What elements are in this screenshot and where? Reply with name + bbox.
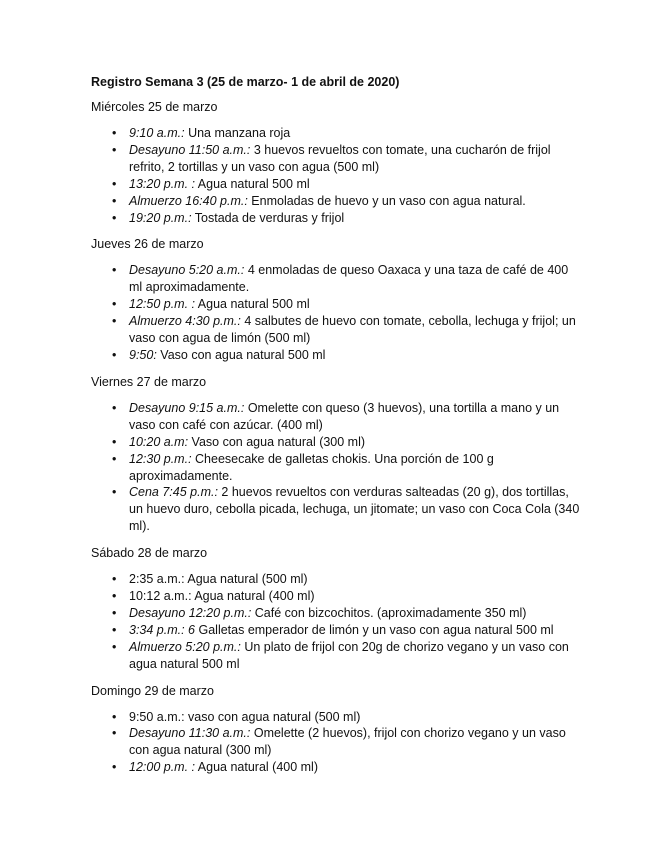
bullet-icon: • [112,709,117,724]
list-item [91,605,581,622]
bullet-icon: • [112,760,117,775]
list-item [91,451,581,485]
day-heading: Sábado 28 de marzo [91,546,208,561]
list-item [91,210,581,227]
list-item [91,193,581,210]
day-heading: Domingo 29 de marzo [91,683,214,698]
list-item [91,709,581,726]
list-item [91,313,581,347]
entry-text: Cheesecake de galletas chokis. Una porción de 100 g aproximadamente. [129,451,494,483]
list-item [91,571,581,588]
entry-label: Desayuno 11:50 a.m.: [129,142,251,157]
entry-text: 4 enmoladas de queso Oaxaca y una taza de café de 400 ml aproximadamente. [129,263,569,295]
entry-label: Almuerzo 16:40 p.m.: [129,193,248,208]
bullet-icon: • [112,605,117,620]
entry-text: Tostada de verduras y frijol [191,210,345,225]
list-item [91,622,581,639]
list-item [91,588,581,605]
entry-list [91,125,581,226]
bullet-icon: • [112,639,117,654]
entry-text: Vaso con agua natural (300 ml) [188,434,366,449]
list-item [91,262,581,296]
entry-text: Omelette con queso (3 huevos), una tortilla a mano y un vaso con café con azúcar. (400 ml) [129,400,560,432]
bullet-icon: • [112,622,117,637]
entry-text: 9:50 a.m.: vaso con agua natural (500 ml) [129,709,361,724]
bullet-icon: • [112,263,117,278]
entry-list [91,709,581,777]
entry-label: 9:50: [129,347,157,362]
entry-label: 12:30 p.m.: [129,451,192,466]
entry-text: Agua natural 500 ml [195,176,310,191]
entry-text: Vaso con agua natural 500 ml [156,347,326,362]
bullet-icon: • [112,142,117,157]
entry-text: Agua natural 500 ml [195,297,310,312]
entry-label: 3:34 p.m.: 6 [129,622,196,637]
entry-text: Una manzana roja [184,126,291,140]
entry-list [91,400,581,535]
entry-label: Almuerzo 5:20 p.m.: [129,639,241,654]
entry-text: 3 huevos revueltos con tomate, una cucharón de frijol refrito, 2 tortillas y un vaso con agua (500 ml) [129,142,551,174]
entry-list [91,262,581,363]
bullet-icon: • [112,347,117,362]
entry-list [91,571,581,672]
entry-label: 9:10 a.m.: [129,126,185,140]
entry-text: 2 huevos revueltos con verduras salteadas (20 g), dos tortillas, un huevo duro, cebolla picada, lechuga, un jitomate; un vaso con Coca Cola (340 ml). [129,485,580,534]
list-item [91,434,581,451]
entry-label: Desayuno 5:20 a.m.: [129,263,245,278]
entry-text: Agua natural (400 ml) [195,760,319,775]
entry-label: 12:50 p.m. : [129,297,196,312]
entry-text: 2:35 a.m.: Agua natural (500 ml) [129,572,308,587]
entry-text: Enmoladas de huevo y un vaso con agua natural. [247,193,526,208]
day-heading: Viernes 27 de marzo [91,374,207,389]
entry-label: Desayuno 12:20 p.m.: [129,605,252,620]
entry-label: Almuerzo 4:30 p.m.: [129,314,241,329]
list-item [91,725,581,759]
entry-label: 13:20 p.m. : [129,176,196,191]
entry-text: Café con bizcochitos. (aproximadamente 350 ml) [251,605,527,620]
bullet-icon: • [112,126,117,140]
bullet-icon: • [112,176,117,191]
entry-text: Galletas emperador de limón y un vaso con agua natural 500 ml [195,622,554,637]
bullet-icon: • [112,314,117,329]
list-item [91,142,581,176]
bullet-icon: • [112,193,117,208]
bullet-icon: • [112,451,117,466]
list-item [91,176,581,193]
bullet-icon: • [112,726,117,741]
entry-text: 4 salbutes de huevo con tomate, cebolla, lechuga y frijol; un vaso con agua de limón (500 ml) [129,314,576,346]
entry-label: 12:00 p.m. : [129,760,196,775]
entry-text: 10:12 a.m.: Agua natural (400 ml) [129,589,315,604]
document-title: Registro Semana 3 (25 de marzo- 1 de abril de 2020) [91,75,400,89]
entry-label: 19:20 p.m.: [129,210,192,225]
bullet-icon: • [112,400,117,415]
bullet-icon: • [112,434,117,449]
day-heading: Miércoles 25 de marzo [91,100,218,114]
list-item [91,759,581,776]
entry-label: Desayuno 9:15 a.m.: [129,400,245,415]
list-item [91,125,581,142]
entry-text: Omelette (2 huevos), frijol con chorizo vegano y un vaso con agua natural (300 ml) [129,726,566,758]
list-item [91,639,581,673]
bullet-icon: • [112,297,117,312]
entry-text: Un plato de frijol con 20g de chorizo vegano y un vaso con agua natural 500 ml [129,639,569,671]
list-item [91,400,581,434]
list-item [91,484,581,535]
entry-label: 10:20 a.m: [129,434,189,449]
bullet-icon: • [112,485,117,500]
list-item [91,347,581,364]
list-item [91,296,581,313]
bullet-icon: • [112,589,117,604]
bullet-icon: • [112,572,117,587]
entry-label: Cena 7:45 p.m.: [129,485,218,500]
bullet-icon: • [112,210,117,225]
document-page [91,74,581,786]
day-heading: Jueves 26 de marzo [91,237,204,252]
entry-label: Desayuno 11:30 a.m.: [129,726,251,741]
